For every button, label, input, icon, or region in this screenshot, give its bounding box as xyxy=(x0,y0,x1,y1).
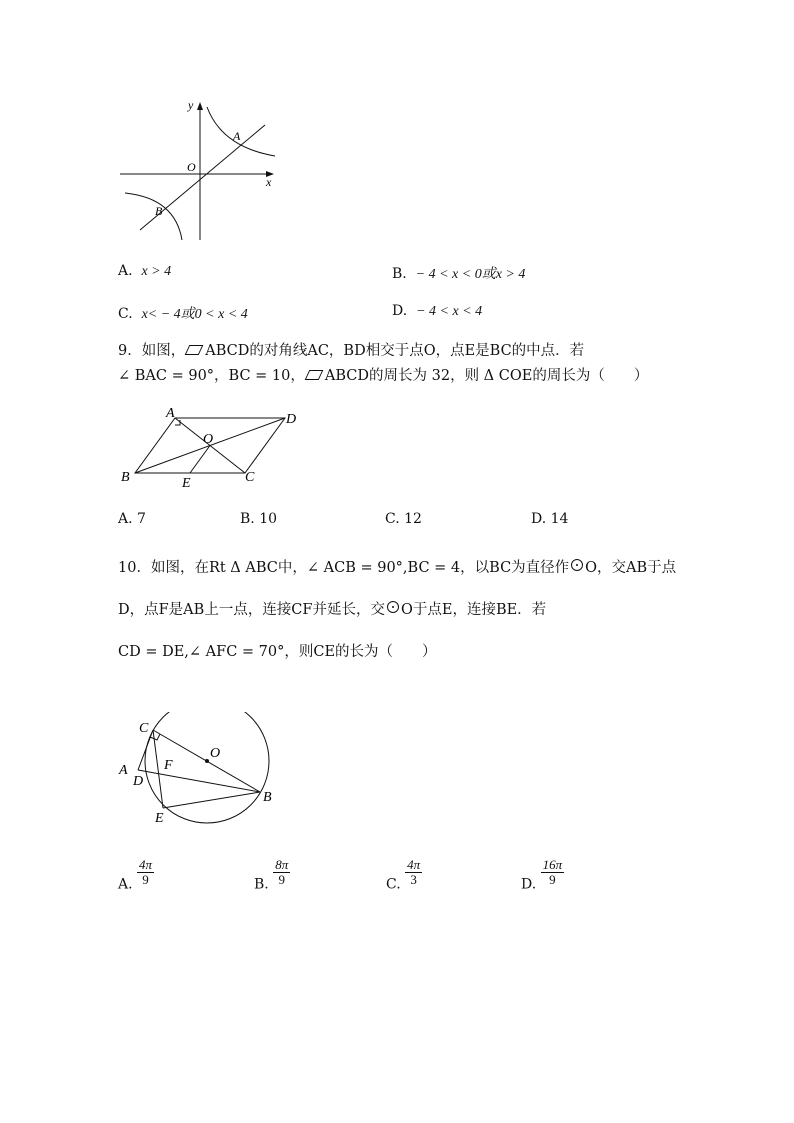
q8-option-d[interactable] xyxy=(392,303,482,320)
q10-text-c: D，点F是AB上一点，连接CF并延长，交 xyxy=(118,602,385,618)
circle-icon xyxy=(387,601,399,613)
option-fraction xyxy=(405,858,422,887)
q10-text-d: O于点E，连接BE．若 xyxy=(400,602,547,618)
label-a: A xyxy=(233,129,241,143)
q9-option-b[interactable] xyxy=(240,511,277,527)
hyperbola-graph xyxy=(110,95,290,245)
label-d: D xyxy=(286,412,297,427)
option-letter: B. xyxy=(392,266,407,282)
option-letter: C. xyxy=(386,876,401,893)
q9-option-c[interactable] xyxy=(385,511,422,527)
q10-option-d[interactable] xyxy=(521,858,564,893)
label-y: y xyxy=(188,98,194,112)
option-value: 14 xyxy=(550,511,569,527)
q8-option-b[interactable] xyxy=(392,263,525,283)
numerator: 4π xyxy=(407,857,421,872)
option-letter: A. xyxy=(118,876,133,893)
option-fraction xyxy=(273,858,290,887)
q9-number: 9．如图， xyxy=(118,343,186,359)
denominator: 9 xyxy=(549,872,556,887)
option-fraction xyxy=(137,858,154,887)
option-expr: x > 4 xyxy=(141,264,172,279)
q10-line-2 xyxy=(118,600,546,620)
label-e: E xyxy=(182,476,191,488)
parallelogram-icon xyxy=(305,370,324,380)
label-b: B xyxy=(155,204,163,218)
segment-be xyxy=(163,792,260,808)
label-e: E xyxy=(155,811,164,826)
denominator: 9 xyxy=(142,872,149,887)
label-c: C xyxy=(245,470,255,485)
label-f: F xyxy=(164,758,173,773)
option-expr: x< − 4或0 < x < 4 xyxy=(141,307,248,322)
hyperbola-branch-left xyxy=(125,193,182,240)
q10-text-a: 10．如图，在Rt Δ ABC中，∠ ACB = 90°,BC = 4，以BC为直径作 xyxy=(118,560,570,576)
option-fraction xyxy=(541,858,565,887)
circle-icon xyxy=(571,559,583,571)
option-expr: − 4 < x < 4 xyxy=(416,304,483,319)
parallelogram-icon xyxy=(185,345,204,355)
q10-line-3 xyxy=(118,642,437,662)
q8-option-a[interactable] xyxy=(118,263,171,280)
label-c: C xyxy=(139,721,149,736)
q9-given: ∠ BAC = 90°，BC = 10， xyxy=(118,368,305,384)
option-letter: A. xyxy=(118,263,133,279)
label-o: O xyxy=(203,432,214,447)
label-d: D xyxy=(133,774,144,789)
q10-option-a[interactable] xyxy=(118,858,154,893)
q10-question: CD = DE,∠ AFC = 70°，则CE的长为（ ） xyxy=(118,644,437,660)
numerator: 4π xyxy=(139,857,153,872)
option-letter: D. xyxy=(392,303,408,319)
center-dot xyxy=(205,759,209,763)
label-x: x xyxy=(266,175,272,189)
option-letter: D. xyxy=(531,511,547,527)
option-letter: C. xyxy=(385,511,400,527)
circle-figure xyxy=(115,712,285,827)
label-b: B xyxy=(121,470,130,485)
numerator: 8π xyxy=(275,857,289,872)
parallelogram-figure xyxy=(115,403,310,488)
q9-line-1 xyxy=(118,341,584,361)
label-o: O xyxy=(210,746,221,761)
q9-option-a[interactable] xyxy=(118,511,146,527)
segment-ce xyxy=(153,730,163,808)
denominator: 3 xyxy=(410,872,417,887)
denominator: 9 xyxy=(278,872,285,887)
q9-text: ABCD的对角线AC，BD相交于点O，点E是BC的中点．若 xyxy=(205,343,585,359)
hyperbola-branch-right xyxy=(207,107,275,156)
q10-line-1 xyxy=(118,558,676,578)
q9-option-d[interactable] xyxy=(531,511,568,527)
option-value: 12 xyxy=(404,511,422,527)
option-letter: B. xyxy=(254,876,269,893)
label-a: A xyxy=(119,763,128,778)
option-value: 10 xyxy=(259,511,278,527)
q10-option-b[interactable] xyxy=(254,858,290,893)
q8-option-c[interactable] xyxy=(118,303,248,323)
q9-question: ABCD的周长为 32，则 Δ COE的周长为（ ） xyxy=(324,368,649,384)
q10-option-c[interactable] xyxy=(386,858,422,893)
option-letter: D. xyxy=(521,876,537,893)
option-value: 7 xyxy=(137,511,146,527)
q10-text-b: O，交AB于点 xyxy=(585,560,677,576)
numerator: 16π xyxy=(542,857,563,872)
q9-line-2 xyxy=(118,366,648,386)
option-letter: A. xyxy=(118,511,133,527)
label-a: A xyxy=(166,406,175,421)
label-origin: O xyxy=(187,160,196,174)
label-b: B xyxy=(263,790,272,805)
option-letter: C. xyxy=(118,306,133,322)
option-expr: − 4 < x < 0或x > 4 xyxy=(415,267,526,282)
y-axis-arrow xyxy=(197,102,203,110)
option-letter: B. xyxy=(240,511,255,527)
